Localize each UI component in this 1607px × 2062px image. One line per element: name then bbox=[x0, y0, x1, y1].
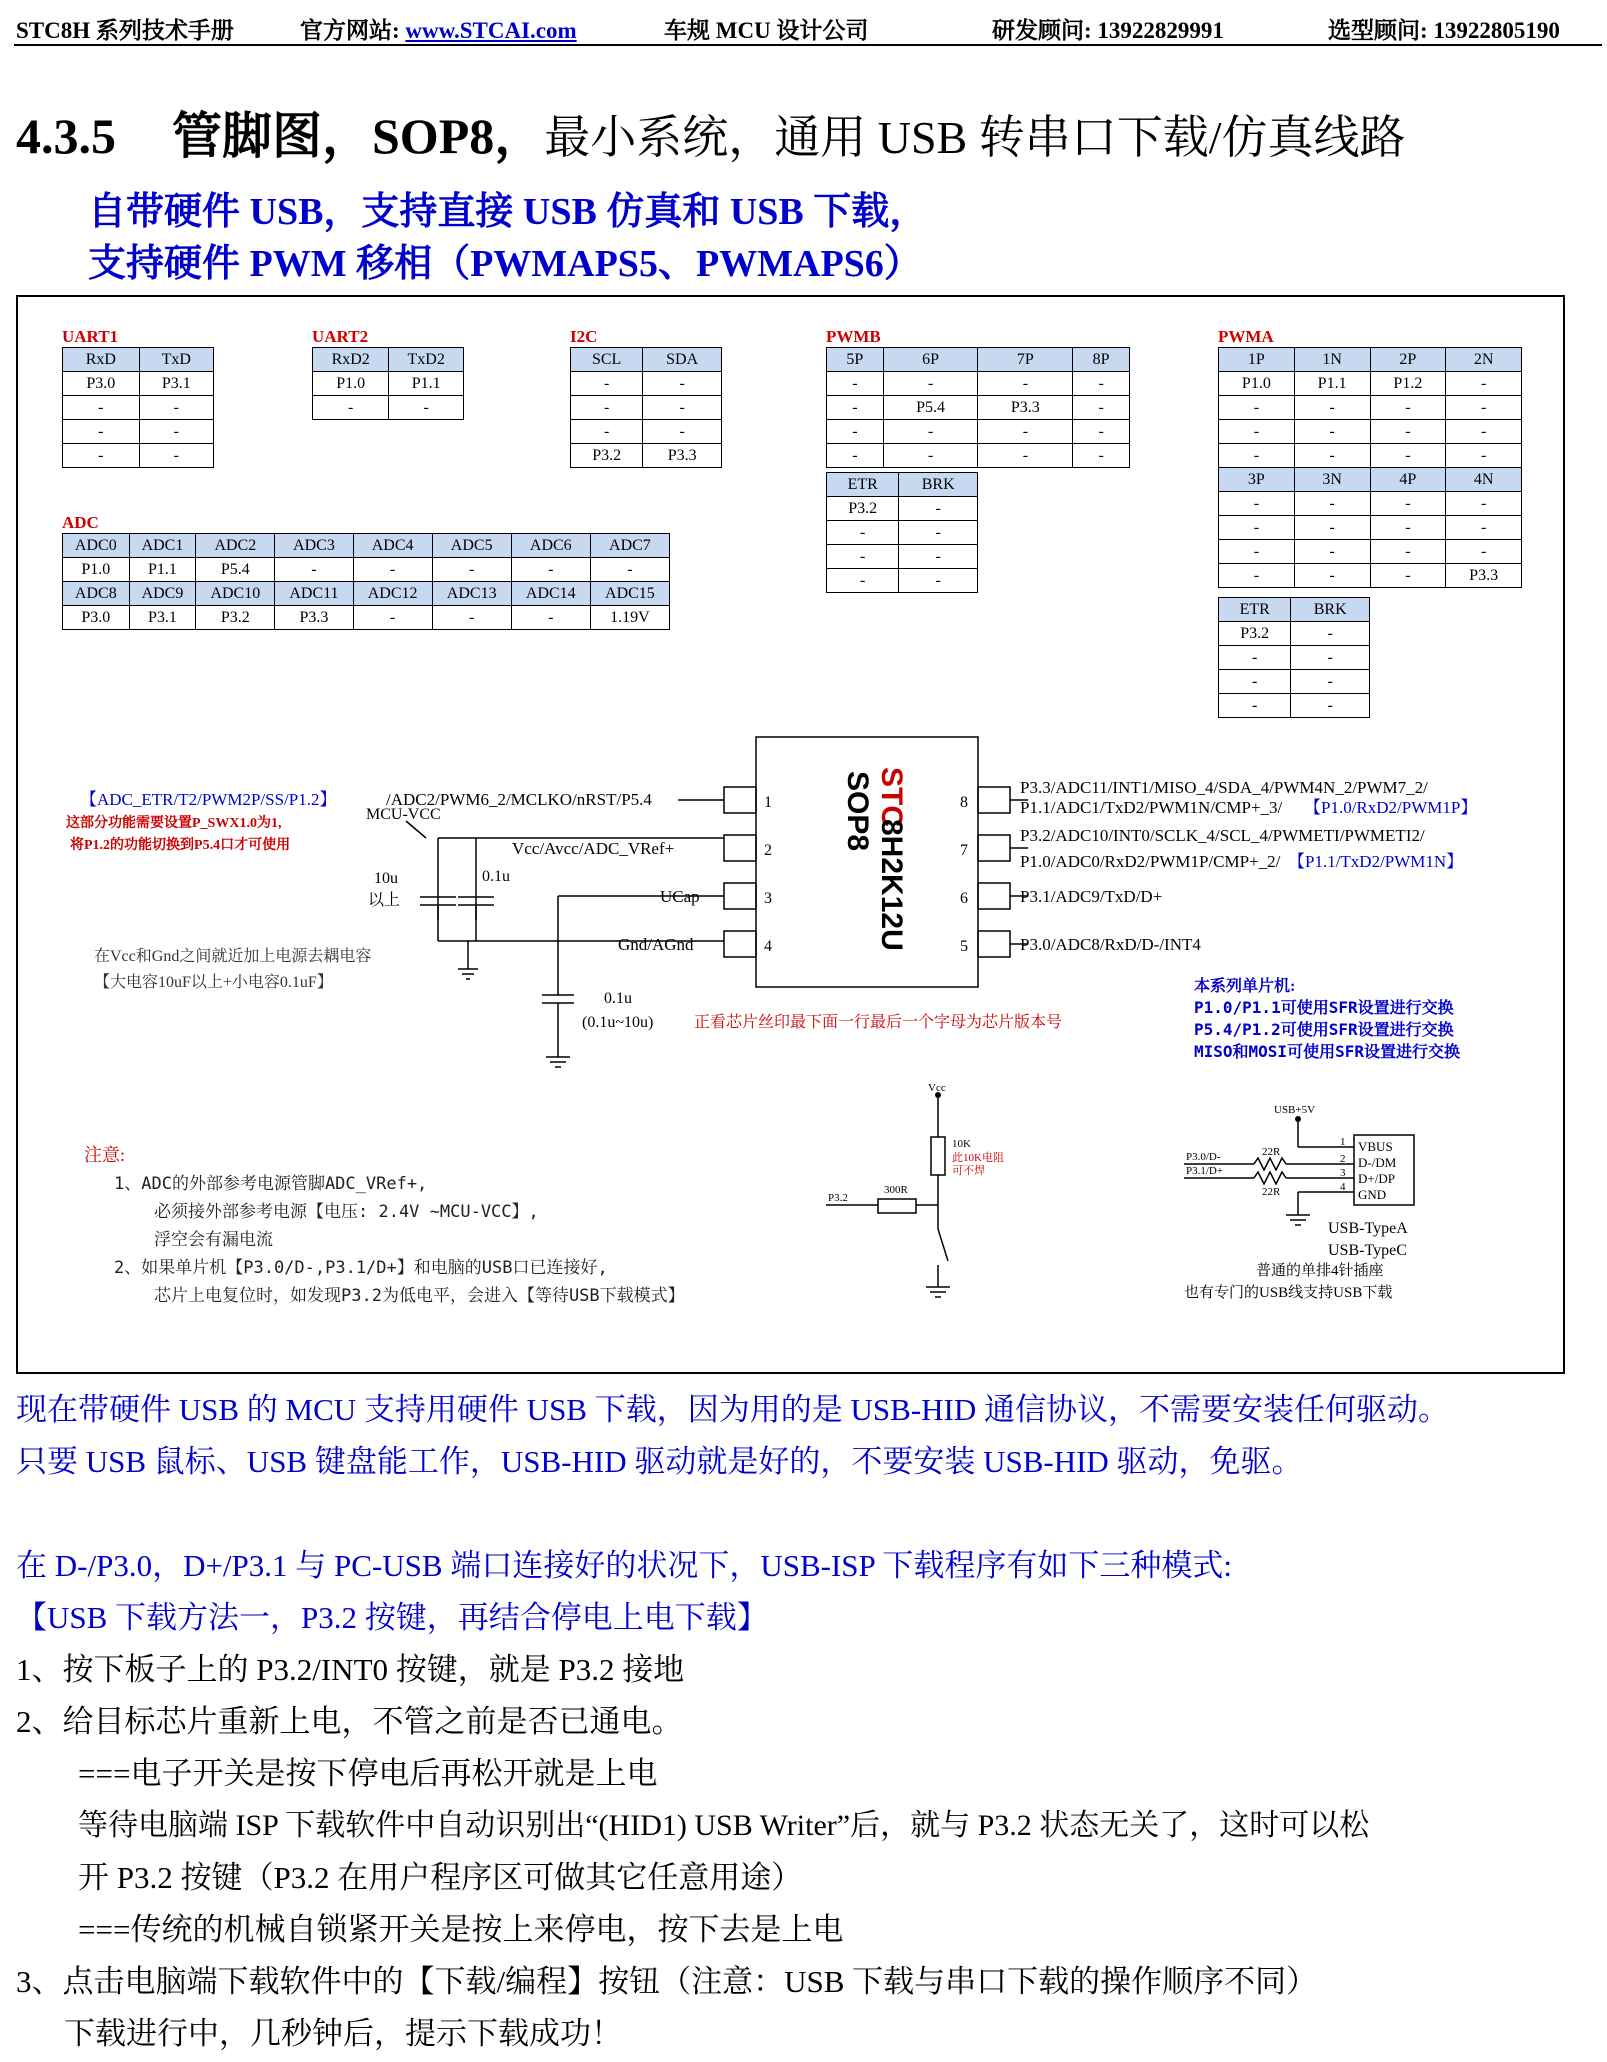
td: 1.19V bbox=[590, 606, 669, 630]
th: BRK bbox=[899, 473, 978, 497]
schematic bbox=[18, 297, 1563, 1372]
pin-number: 6 bbox=[960, 890, 968, 907]
td: - bbox=[827, 444, 884, 468]
notes-block bbox=[84, 1145, 685, 1306]
pwma-label: PWMA bbox=[1218, 327, 1274, 346]
usb-pin-number: 3 bbox=[1340, 1167, 1346, 1179]
pin1-label: /ADC2/PWM6_2/MCLKO/nRST/P5.4 bbox=[386, 790, 652, 809]
th: ADC10 bbox=[196, 582, 275, 606]
td: - bbox=[1291, 694, 1370, 718]
notes-title: 注意: bbox=[84, 1145, 126, 1165]
pin8-line1: P3.3/ADC11/INT1/MISO_4/SDA_4/PWM4N_2/PWM7_2/ bbox=[1020, 778, 1428, 797]
usb-gnd-label: GND bbox=[1358, 1187, 1387, 1202]
td: P5.4 bbox=[883, 396, 978, 420]
td: - bbox=[883, 420, 978, 444]
pin5-box bbox=[978, 931, 1010, 957]
td: - bbox=[1446, 420, 1522, 444]
td: - bbox=[139, 444, 213, 468]
usb-labels bbox=[1184, 1104, 1408, 1301]
usb5v-label: USB+5V bbox=[1274, 1104, 1316, 1116]
td: P3.2 bbox=[196, 606, 275, 630]
pin6-label: P3.1/ADC9/TxD/D+ bbox=[1020, 887, 1163, 906]
td: P3.2 bbox=[827, 497, 899, 521]
th: 2N bbox=[1446, 348, 1522, 372]
td: P1.0 bbox=[63, 558, 130, 582]
th: ADC14 bbox=[511, 582, 590, 606]
td: - bbox=[1294, 564, 1370, 588]
note-line: 2、如果单片机【P3.0/D-,P3.1/D+】和电脑的USB口已连接好, bbox=[114, 1258, 608, 1278]
pin-number: 4 bbox=[764, 938, 772, 955]
body-para: 下载进行中，几秒钟后，提示下载成功！ bbox=[64, 2016, 622, 2051]
series-note-title: 本系列单片机: bbox=[1194, 978, 1296, 995]
site-label-text: 官方网站: bbox=[300, 18, 400, 43]
pin1-blue: 【ADC_ETR/T2/PWM2P/SS/P1.2】 bbox=[80, 790, 337, 809]
i2c-label: I2C bbox=[570, 327, 598, 346]
th: ADC6 bbox=[511, 534, 590, 558]
th: 2P bbox=[1370, 348, 1446, 372]
td: P3.2 bbox=[1219, 622, 1291, 646]
td: - bbox=[1294, 444, 1370, 468]
td: - bbox=[1219, 670, 1291, 694]
r22a-label: 22R bbox=[1262, 1146, 1281, 1158]
th: ETR bbox=[1219, 598, 1291, 622]
td: P1.0 bbox=[313, 372, 389, 396]
usb-vbus-label: VBUS bbox=[1358, 1139, 1393, 1154]
r10k-label: 10K bbox=[952, 1138, 971, 1150]
td: - bbox=[1294, 420, 1370, 444]
td: - bbox=[1294, 492, 1370, 516]
td: - bbox=[353, 558, 432, 582]
td: - bbox=[827, 569, 899, 593]
mcu-vcc-arrow bbox=[406, 821, 426, 838]
td: - bbox=[1073, 444, 1130, 468]
pin7-line1: P3.2/ADC10/INT0/SCLK_4/SCL_4/PWMETI/PWMETI2/ bbox=[1020, 826, 1425, 845]
pin6-box bbox=[978, 883, 1010, 909]
td: - bbox=[1219, 694, 1291, 718]
td: - bbox=[1446, 540, 1522, 564]
td: P1.1 bbox=[129, 558, 196, 582]
td: - bbox=[1291, 670, 1370, 694]
td: - bbox=[571, 396, 643, 420]
th: RxD2 bbox=[313, 348, 389, 372]
th: SCL bbox=[571, 348, 643, 372]
pwmb-label: PWMB bbox=[826, 327, 881, 346]
th: 8P bbox=[1073, 348, 1130, 372]
note-line: 芯片上电复位时，如发现P3.2为低电平，会进入【等待USB下载模式】 bbox=[154, 1286, 685, 1306]
r10k-note2: 可不焊 bbox=[952, 1165, 985, 1177]
body-para: ===电子开关是按下停电后再松开就是上电 bbox=[78, 1756, 658, 1791]
pin2-label: Vcc/Avcc/ADC_VRef+ bbox=[512, 839, 675, 858]
body-para: 1、按下板子上的 P3.2/INT0 按键，就是 P3.2 接地 bbox=[16, 1652, 685, 1687]
th: ADC4 bbox=[353, 534, 432, 558]
body-para: 开 P3.2 按键（P3.2 在用户程序区可做其它任意用途） bbox=[78, 1860, 803, 1895]
usb-p30-label: P3.0/D- bbox=[1186, 1151, 1221, 1163]
subtitle-line1: 自带硬件 USB，支持直接 USB 仿真和 USB 下载， bbox=[88, 191, 928, 233]
td: - bbox=[1219, 564, 1295, 588]
td: - bbox=[63, 444, 140, 468]
td: P3.2 bbox=[571, 444, 643, 468]
adc-label: ADC bbox=[62, 513, 99, 532]
pin7-box bbox=[978, 835, 1010, 861]
td: - bbox=[978, 372, 1073, 396]
section-title bbox=[16, 96, 1406, 168]
td: - bbox=[1294, 516, 1370, 540]
td: - bbox=[1291, 622, 1370, 646]
company: 车规 MCU 设计公司 bbox=[664, 18, 869, 43]
decap-note2: 【大电容10uF以上+小电容0.1uF】 bbox=[94, 974, 333, 991]
section-number: 4.3.5 bbox=[16, 108, 116, 164]
td: - bbox=[432, 558, 511, 582]
pin4-box bbox=[724, 931, 756, 957]
th: ADC8 bbox=[63, 582, 130, 606]
decap-note1: 在Vcc和Gnd之间就近加上电源去耦电容 bbox=[94, 948, 372, 965]
r300-label: 300R bbox=[884, 1184, 908, 1196]
sel-contact: 选型顾问: 13922805190 bbox=[1328, 18, 1560, 43]
td: - bbox=[899, 545, 978, 569]
td: - bbox=[827, 372, 884, 396]
subtitle-line2: 支持硬件 PWM 移相（PWMAPS5、PWMAPS6） bbox=[88, 243, 922, 285]
body-para: 在 D-/P3.0，D+/P3.1 与 PC-USB 端口连接好的状况下，USB-ISP 下载程序有如下三种模式: bbox=[16, 1548, 1232, 1583]
uart1-label: UART1 bbox=[62, 327, 119, 346]
pin7-line2: P1.0/ADC0/RxD2/PWM1P/CMP+_2/ bbox=[1020, 852, 1281, 871]
td: P3.1 bbox=[139, 372, 213, 396]
td: - bbox=[139, 396, 213, 420]
td: - bbox=[899, 497, 978, 521]
th: TxD bbox=[139, 348, 213, 372]
td: P3.3 bbox=[275, 606, 353, 630]
note-line: 必须接外部参考电源【电压: 2.4V ~MCU-VCC】, bbox=[154, 1202, 539, 1222]
th: ADC0 bbox=[63, 534, 130, 558]
td: - bbox=[1370, 540, 1446, 564]
td: - bbox=[1219, 646, 1291, 670]
site-link[interactable]: www.STCAI.com bbox=[405, 18, 577, 43]
series-note-line: P1.0/P1.1可使用SFR设置进行交换 bbox=[1194, 998, 1454, 1017]
td: - bbox=[1446, 372, 1522, 396]
c2-label: 0.1u bbox=[482, 868, 510, 885]
r22a-zigzag bbox=[1254, 1158, 1286, 1170]
td: - bbox=[1219, 516, 1295, 540]
usb-note2: 也有专门的USB线支持USB下载 bbox=[1184, 1285, 1393, 1301]
pin2-box bbox=[724, 835, 756, 861]
th: ADC13 bbox=[432, 582, 511, 606]
th: ADC7 bbox=[590, 534, 669, 558]
section-main: 管脚图，SOP8， bbox=[172, 108, 545, 164]
th: 4N bbox=[1446, 468, 1522, 492]
pin8-box bbox=[978, 787, 1010, 813]
usb5v-dot bbox=[1295, 1116, 1301, 1122]
pin3-box bbox=[724, 883, 756, 909]
td: - bbox=[1370, 492, 1446, 516]
td: - bbox=[1370, 420, 1446, 444]
usb-dp-label: D+/DP bbox=[1358, 1171, 1395, 1186]
td: - bbox=[978, 444, 1073, 468]
key-circuit-labels bbox=[828, 1082, 1004, 1204]
th: 7P bbox=[978, 348, 1073, 372]
chip-name-red: STC bbox=[875, 767, 908, 827]
td: - bbox=[353, 606, 432, 630]
td: - bbox=[139, 420, 213, 444]
th: ETR bbox=[827, 473, 899, 497]
pin8-blue: 【P1.0/RxD2/PWM1P】 bbox=[1304, 798, 1478, 817]
td: - bbox=[1219, 492, 1295, 516]
usb-note1: 普通的单排4针插座 bbox=[1256, 1263, 1384, 1279]
th: ADC15 bbox=[590, 582, 669, 606]
uart2-label: UART2 bbox=[312, 327, 369, 346]
td: - bbox=[899, 521, 978, 545]
ucap-value: 0.1u bbox=[604, 990, 632, 1007]
td: - bbox=[1291, 646, 1370, 670]
body-para: 等待电脑端 ISP 下载软件中自动识别出“(HID1) USB Writer”后，就与 P3.2 状态无关了，这时可以松 bbox=[78, 1809, 1370, 1842]
td: - bbox=[643, 396, 722, 420]
c1b-label: 以上 bbox=[368, 892, 401, 909]
body-para: 2、给目标芯片重新上电，不管之前是否已通电。 bbox=[16, 1704, 683, 1739]
version-note: 正看芯片丝印最下面一行最后一个字母为芯片版本号 bbox=[694, 1014, 1063, 1031]
ucap-range: (0.1u~10u) bbox=[582, 1014, 654, 1031]
td: P3.3 bbox=[978, 396, 1073, 420]
pin5-label: P3.0/ADC8/RxD/D-/INT4 bbox=[1020, 935, 1201, 954]
td: - bbox=[883, 444, 978, 468]
td: - bbox=[511, 606, 590, 630]
td: - bbox=[643, 372, 722, 396]
chip-package: SOP8 bbox=[841, 771, 874, 852]
td: - bbox=[63, 420, 140, 444]
pin4-label: Gnd/AGnd bbox=[618, 935, 694, 954]
rd-contact: 研发顾问: 13922829991 bbox=[992, 18, 1224, 43]
body-para: ===传统的机械自锁紧开关是按上来停电，按下去是上电 bbox=[78, 1912, 844, 1947]
vcc-label: Vcc bbox=[928, 1082, 946, 1094]
th: BRK bbox=[1291, 598, 1370, 622]
th: 3N bbox=[1294, 468, 1370, 492]
pin-number: 5 bbox=[960, 938, 968, 955]
td: - bbox=[827, 545, 899, 569]
td: - bbox=[590, 558, 669, 582]
td: - bbox=[1446, 444, 1522, 468]
td: - bbox=[571, 420, 643, 444]
td: - bbox=[1446, 396, 1522, 420]
td: P3.1 bbox=[129, 606, 196, 630]
r10k-note1: 此10K电阻 bbox=[952, 1152, 1004, 1164]
pin-number: 8 bbox=[960, 794, 968, 811]
usb-pin-number: 2 bbox=[1340, 1153, 1346, 1165]
body-para: 【USB 下载方法一，P3.2 按键，再结合停电上电下载】 bbox=[16, 1600, 768, 1635]
th: ADC1 bbox=[129, 534, 196, 558]
th: 1N bbox=[1294, 348, 1370, 372]
td: - bbox=[389, 396, 464, 420]
td: P1.1 bbox=[389, 372, 464, 396]
th: ADC2 bbox=[196, 534, 275, 558]
section-sub: 最小系统，通用 USB 转串口下载/仿真线路 bbox=[544, 112, 1406, 163]
pin1-box bbox=[724, 787, 756, 813]
th: 5P bbox=[827, 348, 884, 372]
usb-p31-label: P3.1/D+ bbox=[1186, 1165, 1224, 1177]
th: SDA bbox=[643, 348, 722, 372]
r10k-body bbox=[931, 1137, 945, 1175]
td: - bbox=[511, 558, 590, 582]
td: - bbox=[827, 420, 884, 444]
td: - bbox=[1219, 444, 1295, 468]
pin1-note1: 这部分功能需要设置P_SWX1.0为1, bbox=[66, 816, 282, 831]
td: - bbox=[63, 396, 140, 420]
right-pin-labels bbox=[1020, 778, 1477, 954]
td: - bbox=[1219, 540, 1295, 564]
td: - bbox=[883, 372, 978, 396]
td: - bbox=[1370, 564, 1446, 588]
c1-label: 10u bbox=[374, 870, 398, 887]
usb-typec-label: USB-TypeC bbox=[1328, 1242, 1407, 1259]
header-divider bbox=[14, 44, 1602, 46]
td: P3.3 bbox=[643, 444, 722, 468]
td: P1.1 bbox=[1294, 372, 1370, 396]
td: - bbox=[1073, 372, 1130, 396]
usb-typea-label: USB-TypeA bbox=[1328, 1220, 1408, 1237]
series-note-line: MISO和MOSI可使用SFR设置进行交换 bbox=[1194, 1042, 1460, 1061]
usb-pin-number: 1 bbox=[1340, 1136, 1346, 1148]
td: - bbox=[1370, 396, 1446, 420]
td: - bbox=[899, 569, 978, 593]
th: ADC12 bbox=[353, 582, 432, 606]
td: - bbox=[978, 420, 1073, 444]
th: RxD bbox=[63, 348, 140, 372]
pin-number: 3 bbox=[764, 890, 772, 907]
td: - bbox=[1446, 492, 1522, 516]
usb-dm-label: D-/DM bbox=[1358, 1155, 1397, 1170]
r22b-label: 22R bbox=[1262, 1186, 1281, 1198]
td: - bbox=[1219, 420, 1295, 444]
body-para: 3、点击电脑端下载软件中的【下载/编程】按钮（注意：USB 下载与串口下载的操作顺序不同） bbox=[16, 1964, 1318, 1999]
r22b-zigzag bbox=[1254, 1172, 1286, 1184]
td: - bbox=[275, 558, 353, 582]
td: - bbox=[1446, 516, 1522, 540]
td: - bbox=[1073, 420, 1130, 444]
td: - bbox=[1370, 444, 1446, 468]
td: - bbox=[1219, 396, 1295, 420]
p32-label: P3.2 bbox=[828, 1192, 848, 1204]
td: P1.2 bbox=[1370, 372, 1446, 396]
td: - bbox=[571, 372, 643, 396]
td: - bbox=[432, 606, 511, 630]
td: - bbox=[1294, 396, 1370, 420]
th: 3P bbox=[1219, 468, 1295, 492]
td: P1.0 bbox=[1219, 372, 1295, 396]
series-note bbox=[1194, 976, 1460, 1061]
chip-name-black: 8H2K12U bbox=[875, 819, 908, 951]
manual-title: STC8H 系列技术手册 bbox=[16, 18, 234, 43]
pinout-diagram bbox=[16, 295, 1565, 1374]
site-label bbox=[300, 12, 577, 45]
th: 6P bbox=[883, 348, 978, 372]
note-line: 浮空会有漏电流 bbox=[154, 1230, 273, 1250]
td: - bbox=[827, 521, 899, 545]
td: - bbox=[643, 420, 722, 444]
note-line: 1、ADC的外部参考电源管脚ADC_VRef+, bbox=[114, 1174, 428, 1194]
td: - bbox=[1370, 516, 1446, 540]
td: P3.0 bbox=[63, 372, 140, 396]
th: TxD2 bbox=[389, 348, 464, 372]
td: P3.3 bbox=[1446, 564, 1522, 588]
mcu-vcc-label: MCU-VCC bbox=[366, 806, 441, 823]
series-note-line: P5.4/P1.2可使用SFR设置进行交换 bbox=[1194, 1020, 1454, 1039]
usb-pin-number: 4 bbox=[1340, 1181, 1346, 1193]
td: - bbox=[827, 396, 884, 420]
pin3-label: UCap bbox=[660, 887, 700, 906]
th: ADC5 bbox=[432, 534, 511, 558]
key-switch bbox=[938, 1229, 948, 1261]
pin8-line2: P1.1/ADC1/TxD2/PWM1N/CMP+_3/ bbox=[1020, 798, 1283, 817]
pin-number: 7 bbox=[960, 842, 968, 859]
td: - bbox=[313, 396, 389, 420]
th: ADC3 bbox=[275, 534, 353, 558]
pin-number: 1 bbox=[764, 794, 772, 811]
th: 1P bbox=[1219, 348, 1295, 372]
th: ADC11 bbox=[275, 582, 353, 606]
pin1-note2: 将P1.2的功能切换到P5.4口才可使用 bbox=[70, 838, 291, 853]
th: ADC9 bbox=[129, 582, 196, 606]
td: - bbox=[1073, 396, 1130, 420]
pin7-blue: 【P1.1/TxD2/PWM1N】 bbox=[1288, 852, 1464, 871]
body-para: 现在带硬件 USB 的 MCU 支持用硬件 USB 下载，因为用的是 USB-HID 通信协议，不需要安装任何驱动。 bbox=[16, 1392, 1449, 1427]
td: P5.4 bbox=[196, 558, 275, 582]
th: 4P bbox=[1370, 468, 1446, 492]
r300-body bbox=[878, 1199, 916, 1213]
td: P3.0 bbox=[63, 606, 130, 630]
pin-number: 2 bbox=[764, 842, 772, 859]
td: - bbox=[1294, 540, 1370, 564]
body-para: 只要 USB 鼠标、USB 键盘能工作，USB-HID 驱动就是好的，不要安装 USB-HID 驱动，免驱。 bbox=[16, 1444, 1303, 1479]
